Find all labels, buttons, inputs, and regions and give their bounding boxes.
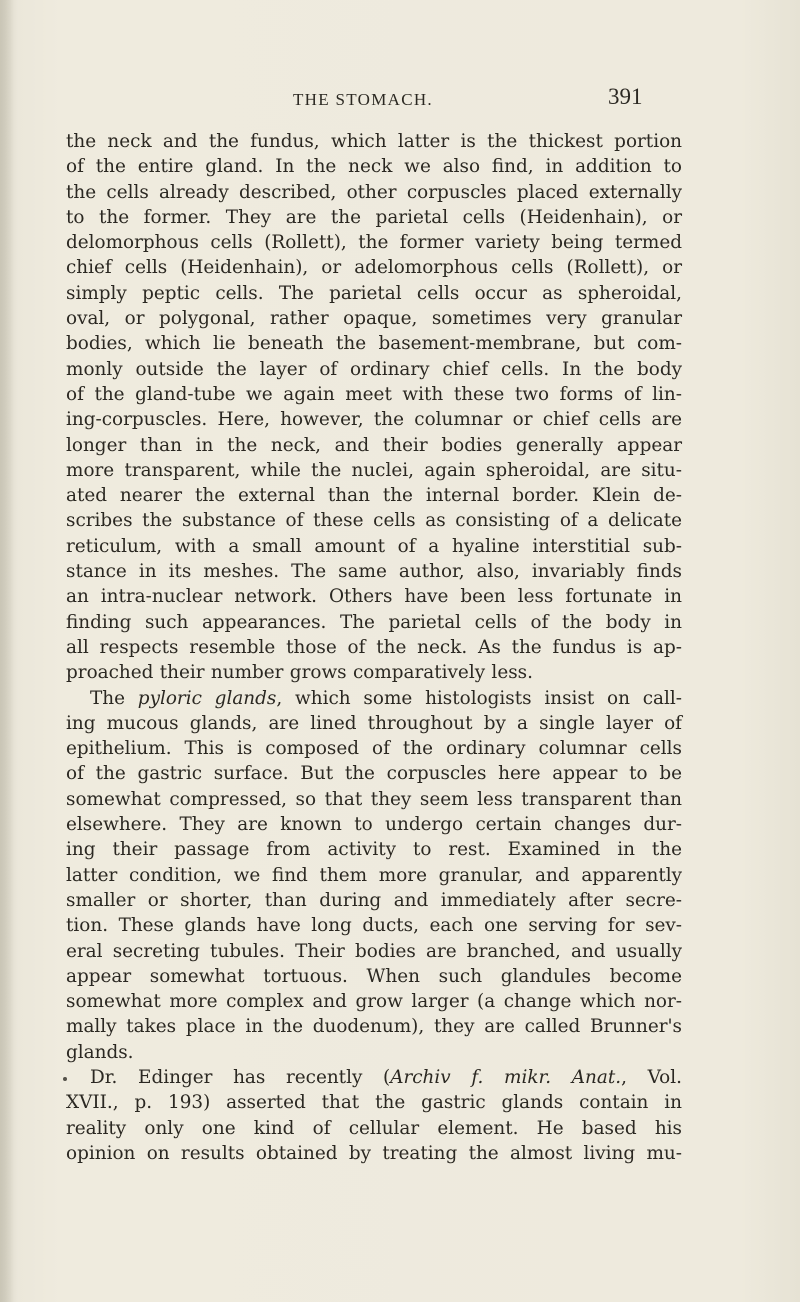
text-line (66, 1065, 682, 1090)
text-line: epithelium. This is composed of the ordinary columnar cells (66, 738, 682, 760)
text-line: monly outside the layer of ordinary chief cells. In the body (66, 358, 682, 380)
page-number: 391 (608, 84, 643, 109)
text-line: of the gastric surface. But the corpuscles here appear to be (66, 763, 682, 785)
text-line: longer than in the neck, and their bodies generally appear (66, 434, 682, 456)
text-run: , Vol. (621, 1066, 682, 1088)
text-line: glands. (66, 1041, 134, 1063)
text-line: smaller or shorter, than during and immediately after secre- (66, 889, 682, 911)
text-line: of the entire gland. In the neck we also find, in addition to (66, 156, 682, 178)
text-line: proached their number grows comparatively less. (66, 662, 533, 684)
text-line: the neck and the fundus, which latter is the thickest portion (66, 131, 682, 152)
page-edge-shadow (0, 0, 14, 1302)
italic-text-run: pyloric glands (137, 687, 277, 709)
text-line: appear somewhat tortuous. When such glandules become (66, 965, 682, 987)
text-line: bodies, which lie beneath the basement-membrane, but com- (66, 333, 682, 355)
text-line: elsewhere. They are known to undergo certain changes dur- (66, 814, 682, 836)
text-line: to the former. They are the parietal cells (Heidenhain), or (66, 206, 682, 228)
text-line: delomorphous cells (Rollett), the former variety being termed (66, 232, 682, 254)
text-line: latter condition, we find them more granular, and apparently (66, 864, 682, 886)
text-line: of the gland-tube we again meet with these two forms of lin- (66, 383, 682, 405)
text-line: XVII., p. 193) asserted that the gastric glands contain in (66, 1092, 682, 1114)
text-line: the cells already described, other corpuscles placed externally (66, 181, 682, 203)
text-run: The (90, 687, 138, 709)
text-line: more transparent, while the nuclei, again spheroidal, are situ- (66, 459, 682, 481)
text-line: reticulum, with a small amount of a hyaline interstitial sub- (66, 535, 682, 557)
text-line: ated nearer the external than the internal border. Klein de- (66, 485, 682, 507)
italic-text-run: Archiv f. mikr. Anat. (390, 1066, 622, 1088)
text-line: all respects resemble those of the neck. As the fundus is ap- (66, 636, 682, 658)
text-line: somewhat more complex and grow larger (a change which nor- (66, 991, 682, 1013)
text-line: reality only one kind of cellular element. He based his (66, 1117, 682, 1139)
text-line: tion. These glands have long ducts, each one serving for sev- (66, 915, 682, 937)
text-line: scribes the substance of these cells as consisting of a delicate (66, 510, 682, 532)
text-line: stance in its meshes. The same author, also, invariably finds (66, 561, 682, 583)
text-run: Dr. Edinger has recently ( (90, 1066, 391, 1088)
text-line: an intra-nuclear network. Others have been less fortunate in (66, 586, 682, 608)
text-line: chief cells (Heidenhain), or adelomorphous cells (Rollett), or (66, 257, 682, 279)
text-line: ing mucous glands, are lined throughout by a single layer of (66, 712, 682, 734)
text-line: finding such appearances. The parietal cells of the body in (66, 611, 682, 633)
running-title: THE STOMACH. (293, 90, 433, 109)
body-text (66, 129, 682, 1166)
text-line: oval, or polygonal, rather opaque, sometimes very granular (66, 308, 682, 330)
text-line: simply peptic cells. The parietal cells occur as spheroidal, (66, 282, 682, 304)
page-header (0, 84, 800, 118)
text-run: , which some histologists insist on call- (276, 687, 683, 709)
text-line: ing-corpuscles. Here, however, the columnar or chief cells are (66, 409, 682, 431)
text-line (66, 686, 682, 711)
text-line: mally takes place in the duodenum), they are called Brunner's (66, 1016, 682, 1038)
text-line: opinion on results obtained by treating the almost living mu- (66, 1142, 682, 1164)
print-speck (63, 1077, 67, 1081)
text-line: ing their passage from activity to rest. Examined in the (66, 839, 682, 861)
text-line: eral secreting tubules. Their bodies are branched, and usually (66, 940, 682, 962)
text-line: somewhat compressed, so that they seem less transparent than (66, 788, 682, 810)
